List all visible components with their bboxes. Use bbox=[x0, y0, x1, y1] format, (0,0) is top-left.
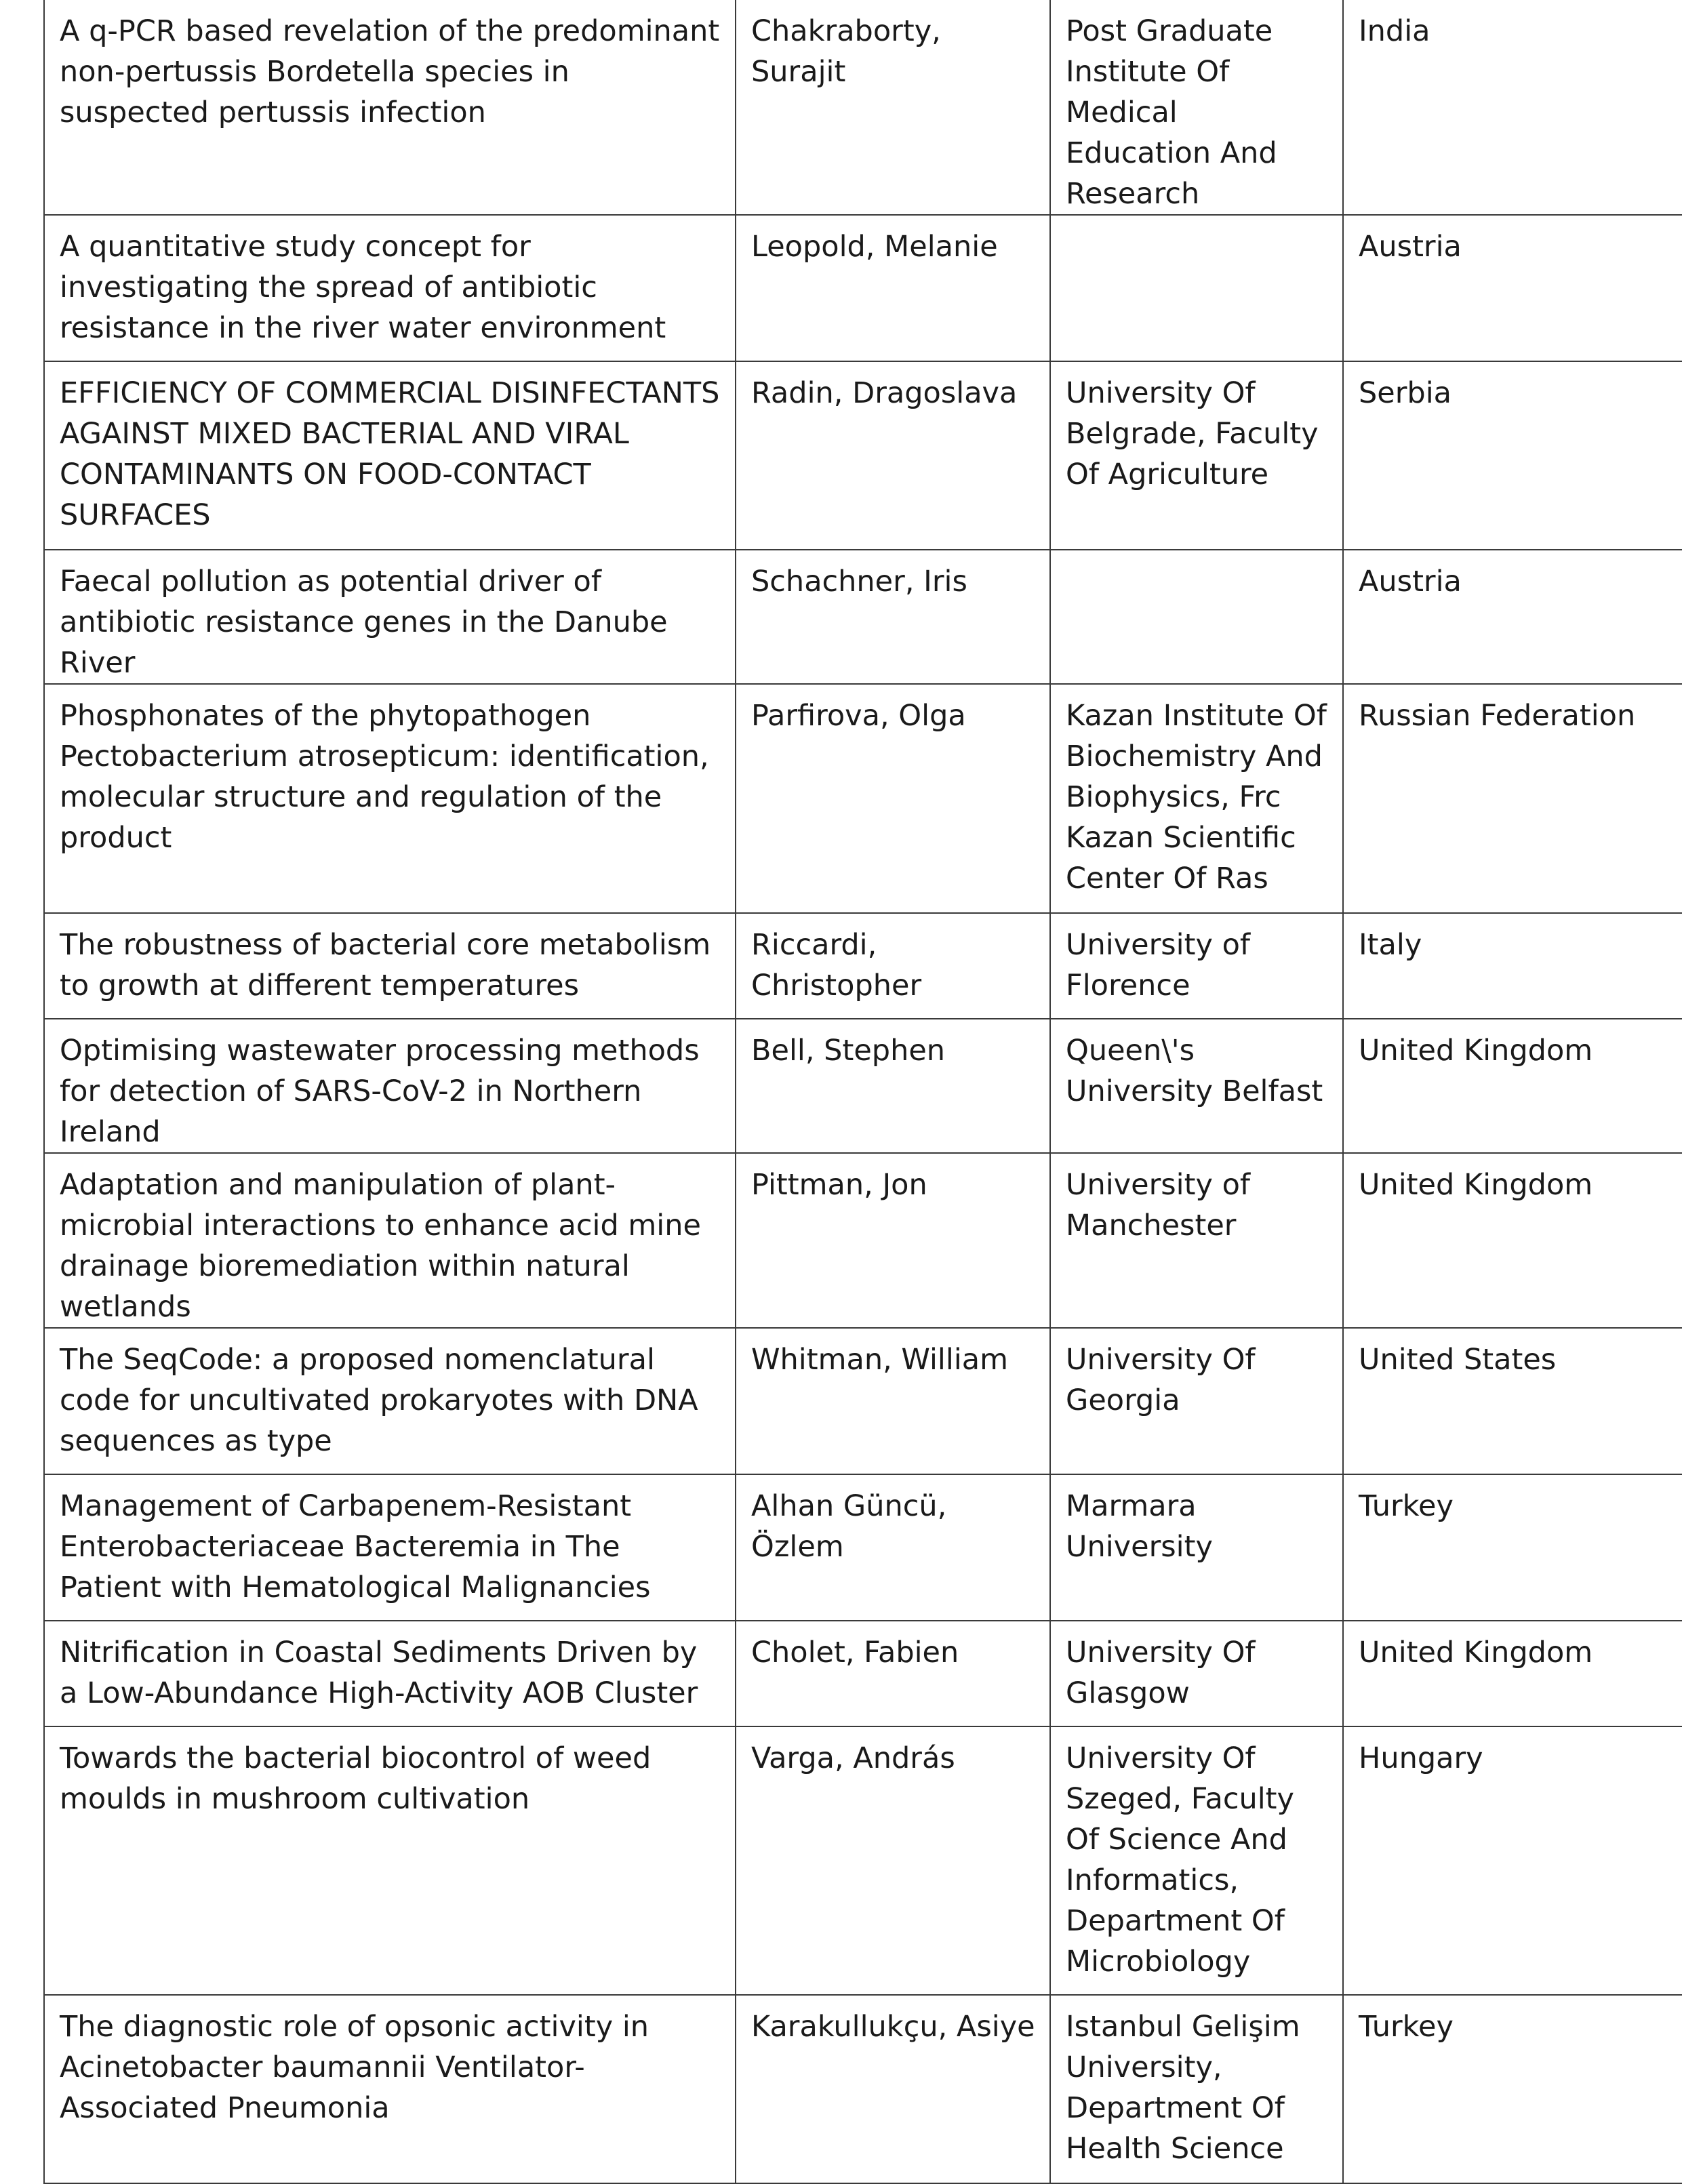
title-cell: Optimising wastewater processing methods for detection of SARS-CoV-2 in Northern Ireland bbox=[44, 1019, 736, 1153]
institution-cell: Post Graduate Institute Of Medical Education And Research bbox=[1050, 0, 1343, 215]
table-row bbox=[44, 1726, 1682, 1995]
country-cell: Hungary bbox=[1343, 1726, 1682, 1995]
table-row bbox=[44, 1153, 1682, 1328]
country-cell: Austria bbox=[1343, 550, 1682, 684]
title-cell: Management of Carbapenem-Resistant Enterobacteriaceae Bacteremia in The Patient with Hematological Malignancies bbox=[44, 1474, 736, 1621]
table-row bbox=[44, 1474, 1682, 1621]
title-cell: EFFICIENCY OF COMMERCIAL DISINFECTANTS AGAINST MIXED BACTERIAL AND VIRAL CONTAMINANTS ON FOOD-CONTACT SURFACES bbox=[44, 361, 736, 550]
author-cell: Radin, Dragoslava bbox=[736, 361, 1050, 550]
country-cell: Austria bbox=[1343, 215, 1682, 361]
table-row bbox=[44, 215, 1682, 361]
institution-cell: University Of Georgia bbox=[1050, 1328, 1343, 1474]
institution-cell: University Of Belgrade, Faculty Of Agriculture bbox=[1050, 361, 1343, 550]
table-row bbox=[44, 684, 1682, 913]
institution-cell: University of Florence bbox=[1050, 913, 1343, 1019]
country-cell: United Kingdom bbox=[1343, 1153, 1682, 1328]
table-row bbox=[44, 1019, 1682, 1153]
institution-cell: University of Manchester bbox=[1050, 1153, 1343, 1328]
institution-cell: Kazan Institute Of Biochemistry And Biophysics, Frc Kazan Scientific Center Of Ras bbox=[1050, 684, 1343, 913]
author-cell: Whitman, William bbox=[736, 1328, 1050, 1474]
country-cell: United Kingdom bbox=[1343, 1621, 1682, 1726]
table-row bbox=[44, 0, 1682, 215]
table-row bbox=[44, 550, 1682, 684]
institution-cell bbox=[1050, 215, 1343, 361]
table-row bbox=[44, 1995, 1682, 2183]
title-cell: Towards the bacterial biocontrol of weed moulds in mushroom cultivation bbox=[44, 1726, 736, 1995]
author-cell: Cholet, Fabien bbox=[736, 1621, 1050, 1726]
author-cell: Pittman, Jon bbox=[736, 1153, 1050, 1328]
institution-cell: University Of Glasgow bbox=[1050, 1621, 1343, 1726]
table-row bbox=[44, 1621, 1682, 1726]
title-cell: A q-PCR based revelation of the predominant non-pertussis Bordetella species in suspected pertussis infection bbox=[44, 0, 736, 215]
title-cell: The robustness of bacterial core metabolism to growth at different temperatures bbox=[44, 913, 736, 1019]
title-cell: The SeqCode: a proposed nomenclatural code for uncultivated prokaryotes with DNA sequences as type bbox=[44, 1328, 736, 1474]
institution-cell: Queen\'s University Belfast bbox=[1050, 1019, 1343, 1153]
title-cell: The diagnostic role of opsonic activity in Acinetobacter baumannii Ventilator-Associated Pneumonia bbox=[44, 1995, 736, 2183]
author-cell: Schachner, Iris bbox=[736, 550, 1050, 684]
country-cell: Turkey bbox=[1343, 1995, 1682, 2183]
institution-cell bbox=[1050, 550, 1343, 684]
author-cell: Bell, Stephen bbox=[736, 1019, 1050, 1153]
title-cell: Phosphonates of the phytopathogen Pectobacterium atrosepticum: identification, molecular structure and regulation of the product bbox=[44, 684, 736, 913]
table-row bbox=[44, 361, 1682, 550]
author-cell: Chakraborty, Surajit bbox=[736, 0, 1050, 215]
title-cell: Adaptation and manipulation of plant-microbial interactions to enhance acid mine drainage bioremediation within natural wetlands bbox=[44, 1153, 736, 1328]
abstracts-table bbox=[43, 0, 1682, 2184]
author-cell: Karakullukçu, Asiye bbox=[736, 1995, 1050, 2183]
country-cell: United Kingdom bbox=[1343, 1019, 1682, 1153]
author-cell: Leopold, Melanie bbox=[736, 215, 1050, 361]
institution-cell: University Of Szeged, Faculty Of Science And Informatics, Department Of Microbiology bbox=[1050, 1726, 1343, 1995]
country-cell: India bbox=[1343, 0, 1682, 215]
author-cell: Riccardi, Christopher bbox=[736, 913, 1050, 1019]
country-cell: United States bbox=[1343, 1328, 1682, 1474]
institution-cell: Marmara University bbox=[1050, 1474, 1343, 1621]
country-cell: Italy bbox=[1343, 913, 1682, 1019]
author-cell: Varga, András bbox=[736, 1726, 1050, 1995]
country-cell: Turkey bbox=[1343, 1474, 1682, 1621]
table-row bbox=[44, 913, 1682, 1019]
title-cell: A quantitative study concept for investigating the spread of antibiotic resistance in the river water environment bbox=[44, 215, 736, 361]
title-cell: Faecal pollution as potential driver of antibiotic resistance genes in the Danube River bbox=[44, 550, 736, 684]
country-cell: Serbia bbox=[1343, 361, 1682, 550]
country-cell: Russian Federation bbox=[1343, 684, 1682, 913]
title-cell: Nitrification in Coastal Sediments Driven by a Low-Abundance High-Activity AOB Cluster bbox=[44, 1621, 736, 1726]
author-cell: Parfirova, Olga bbox=[736, 684, 1050, 913]
table-row bbox=[44, 1328, 1682, 1474]
institution-cell: Istanbul Gelişim University, Department Of Health Science bbox=[1050, 1995, 1343, 2183]
author-cell: Alhan Güncü, Özlem bbox=[736, 1474, 1050, 1621]
